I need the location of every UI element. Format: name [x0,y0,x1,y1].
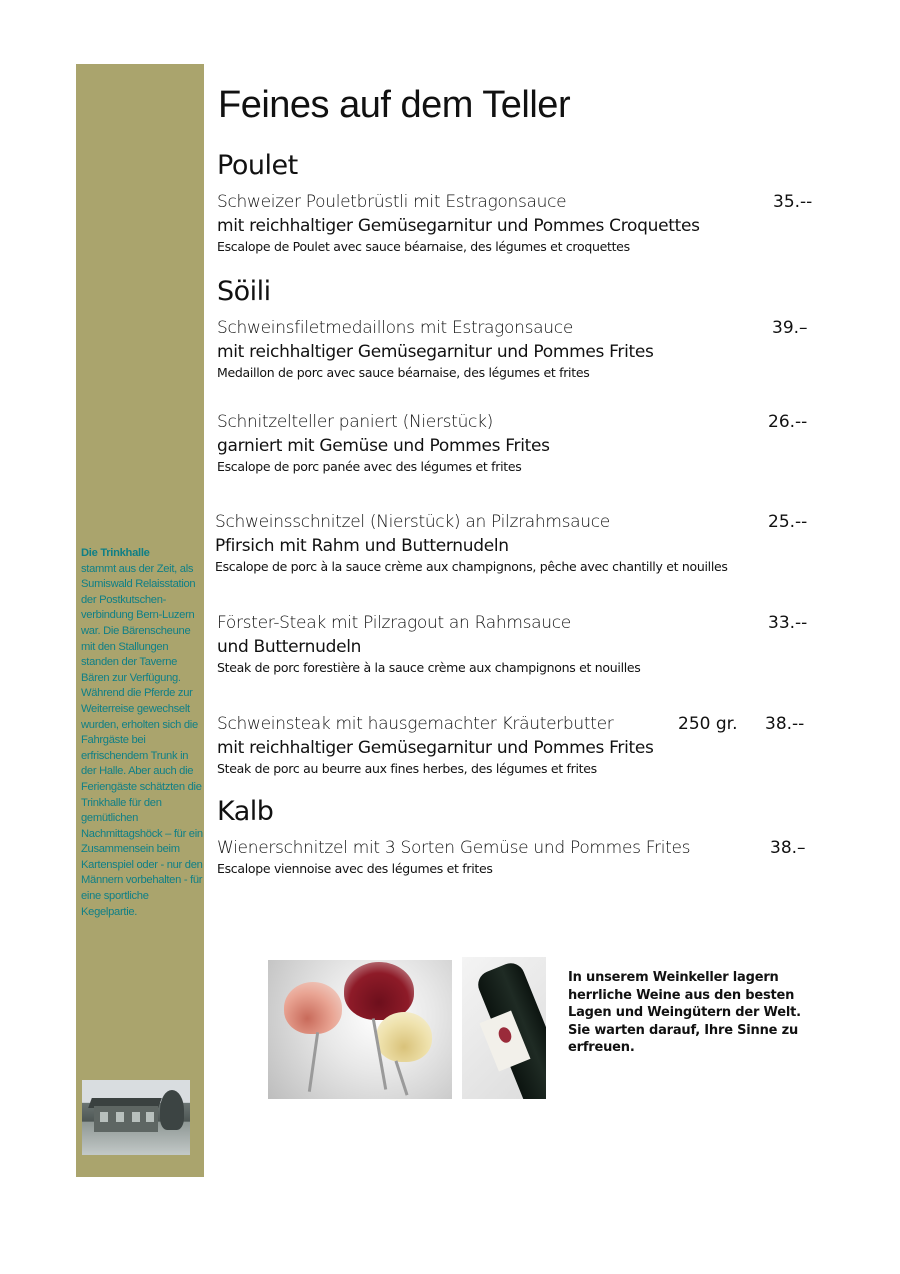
item-name: Schweinsschnitzel (Nierstück) an Pilzrahmsauce [215,512,610,532]
item-price: 39.– [772,318,808,338]
glass-stem [395,1060,409,1095]
item-french: Escalope de Poulet avec sauce béarnaise, des légumes et croquettes [217,239,630,254]
item-weight: 250 gr. [678,714,738,734]
item-name: Wienerschnitzel mit 3 Sorten Gemüse und Pommes Frites [217,838,691,858]
photo-window [116,1112,124,1122]
trinkhalle-photo [82,1080,190,1155]
item-description: und Butternudeln [217,637,362,657]
item-name: Schweinsfiletmedaillons mit Estragonsauce [217,318,573,338]
section-heading-soeili: Söili [217,276,271,307]
item-french: Escalope viennoise avec des légumes et frites [217,861,493,876]
sidebar-body: stammt aus der Zeit, als Sumiswald Relaisstation der Postkutschen-verbindung Bern-Luzern war. Die Bärenscheune mit den Stallungen standen der Taverne Bären zur Verfügung. Während die Pferde zur Weiterreise gewechselt wurden, erholten sich die Fahrgäste bei erfrischendem Trunk in der Halle. Aber auch die Feriengäste schätzten die Trinkhalle für den gemütlichen Nachmittagshöck – für ein Zusammensein beim Kartenspiel oder - nur den Männern vorbehalten - für eine sportliche Kegelpartie. [81,562,203,918]
item-name: Schnitzelteller paniert (Nierstück) [217,412,493,432]
sidebar-story [81,546,203,920]
item-description: garniert mit Gemüse und Pommes Frites [217,436,550,456]
menu-item [217,316,817,382]
item-price: 33.-- [768,613,808,633]
item-description: Pfirsich mit Rahm und Butternudeln [215,536,509,556]
item-description: mit reichhaltiger Gemüsegarnitur und Pommes Frites [217,342,654,362]
item-french: Escalope de porc à la sauce crème aux champignons, pêche avec chantilly et nouilles [215,559,728,574]
item-price: 25.-- [768,512,808,532]
section-heading-poulet: Poulet [217,150,298,181]
photo-tree [160,1090,184,1130]
item-price: 38.– [770,838,806,858]
item-name: Schweinsteak mit hausgemachter Kräuterbutter [217,714,614,734]
menu-item [217,712,817,778]
item-description: mit reichhaltiger Gemüsegarnitur und Pommes Frites [217,738,654,758]
glass-stem [308,1032,319,1092]
item-price: 38.-- [765,714,805,734]
item-french: Steak de porc au beurre aux fines herbes, des légumes et frites [217,761,597,776]
menu-item [217,190,817,256]
wine-cellar-caption: In unserem Weinkeller lagern herrliche Weine aus den besten Lagen und Weingütern der Welt. Sie warten darauf, Ihre Sinne zu erfreuen. [568,970,801,1055]
section-heading-kalb: Kalb [217,796,274,827]
item-french: Medaillon de porc avec sauce béarnaise, des légumes et frites [217,365,590,380]
photo-window [100,1112,108,1122]
photo-window [132,1112,140,1122]
item-price: 35.-- [773,192,813,212]
menu-item [215,510,835,576]
wine-glasses-photo [268,960,452,1099]
photo-window [146,1112,154,1122]
page-title: Feines auf dem Teller [218,84,571,126]
item-french: Steak de porc forestière à la sauce crème aux champignons et nouilles [217,660,641,675]
item-description: mit reichhaltiger Gemüsegarnitur und Pommes Croquettes [217,216,700,236]
item-price: 26.-- [768,412,808,432]
menu-item [217,836,817,878]
sidebar-heading: Die Trinkhalle [81,547,150,559]
wine-bottle-photo [462,957,546,1099]
item-french: Escalope de porc panée avec des légumes et frites [217,459,522,474]
item-name: Schweizer Pouletbrüstli mit Estragonsauce [217,192,567,212]
rose-wine-glass [284,982,342,1034]
white-wine-glass [376,1012,432,1062]
menu-item [217,410,817,476]
item-name: Förster-Steak mit Pilzragout an Rahmsauce [217,613,571,633]
menu-item [217,611,817,677]
